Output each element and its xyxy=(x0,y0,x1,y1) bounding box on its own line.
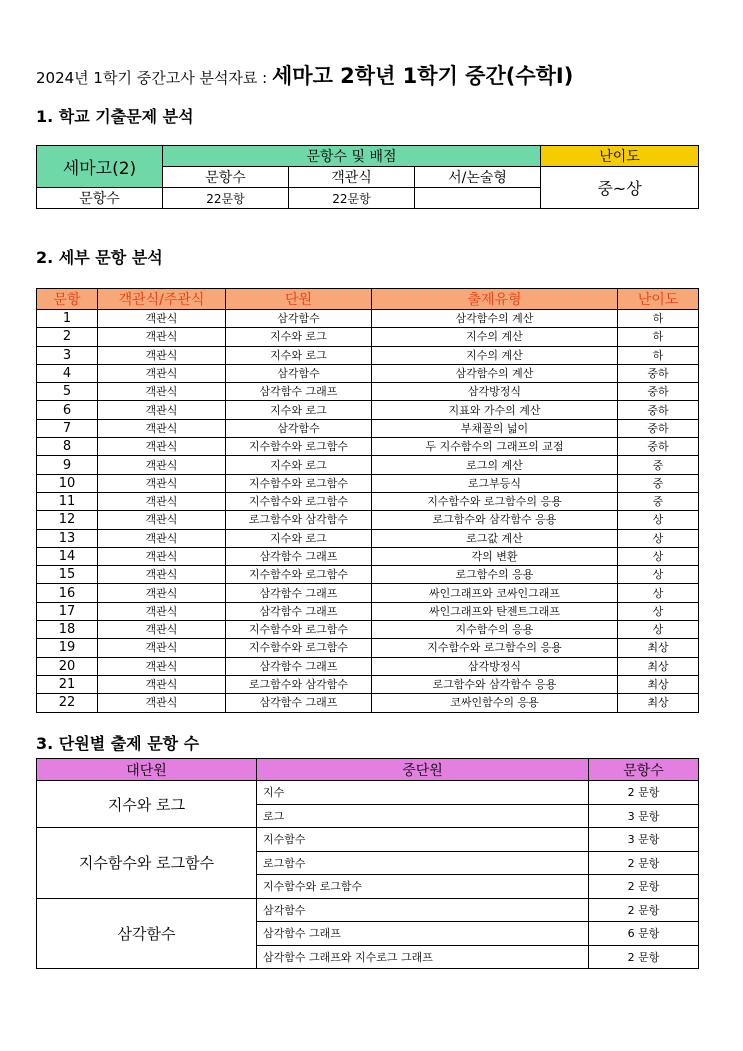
unit-mid: 삼각함수 그래프와 지수로그 그래프 xyxy=(257,945,589,969)
question-type: 객관식 xyxy=(98,529,226,547)
question-type: 객관식 xyxy=(98,621,226,639)
question-difficulty: 상 xyxy=(618,529,699,547)
summary-col-count: 문항수 xyxy=(163,167,289,188)
unit-count: 2 문항 xyxy=(589,875,699,899)
unit-count: 2 문항 xyxy=(589,898,699,922)
detail-row xyxy=(37,547,699,565)
question-difficulty: 상 xyxy=(618,511,699,529)
question-topic: 지수함수와 로그함수의 응용 xyxy=(372,492,618,510)
question-unit: 로그함수와 삼각함수 xyxy=(226,511,372,529)
question-topic: 로그값 계산 xyxy=(372,529,618,547)
summary-difficulty-header: 난이도 xyxy=(541,146,699,167)
question-unit: 삼각함수 xyxy=(226,419,372,437)
question-type: 객관식 xyxy=(98,547,226,565)
question-number: 10 xyxy=(37,474,98,492)
detail-row xyxy=(37,364,699,382)
question-topic: 지수함수와 로그함수의 응용 xyxy=(372,639,618,657)
summary-group-header: 문항수 및 배점 xyxy=(163,146,541,167)
question-difficulty: 하 xyxy=(618,346,699,364)
question-topic: 삼각함수의 계산 xyxy=(372,310,618,328)
question-number: 4 xyxy=(37,364,98,382)
question-topic: 각의 변환 xyxy=(372,547,618,565)
detail-row xyxy=(37,639,699,657)
question-unit: 삼각함수 그래프 xyxy=(226,584,372,602)
question-difficulty: 최상 xyxy=(618,694,699,712)
question-unit: 지수와 로그 xyxy=(226,529,372,547)
question-number: 2 xyxy=(37,328,98,346)
question-difficulty: 상 xyxy=(618,547,699,565)
question-difficulty: 중하 xyxy=(618,401,699,419)
question-difficulty: 하 xyxy=(618,310,699,328)
unit-count: 2 문항 xyxy=(589,781,699,805)
question-type: 객관식 xyxy=(98,383,226,401)
question-type: 객관식 xyxy=(98,456,226,474)
question-unit: 삼각함수 그래프 xyxy=(226,694,372,712)
detail-row xyxy=(37,584,699,602)
question-topic: 삼각방정식 xyxy=(372,383,618,401)
question-type: 객관식 xyxy=(98,566,226,584)
detail-row xyxy=(37,456,699,474)
detail-row xyxy=(37,474,699,492)
unit-count: 2 문항 xyxy=(589,851,699,875)
question-difficulty: 중 xyxy=(618,474,699,492)
question-unit: 삼각함수 그래프 xyxy=(226,547,372,565)
unit-count: 2 문항 xyxy=(589,945,699,969)
question-difficulty: 중하 xyxy=(618,419,699,437)
question-type: 객관식 xyxy=(98,328,226,346)
unit-mid: 지수함수와 로그함수 xyxy=(257,875,589,899)
page-title xyxy=(36,60,573,90)
detail-row xyxy=(37,675,699,693)
question-type: 객관식 xyxy=(98,346,226,364)
question-topic: 지수의 계산 xyxy=(372,328,618,346)
summary-col-mc: 객관식 xyxy=(289,167,415,188)
question-difficulty: 상 xyxy=(618,566,699,584)
question-topic: 두 지수함수의 그래프의 교점 xyxy=(372,438,618,456)
question-difficulty: 중하 xyxy=(618,383,699,401)
question-type: 객관식 xyxy=(98,584,226,602)
detail-header-cell: 객관식/주관식 xyxy=(98,289,226,310)
question-unit: 삼각함수 그래프 xyxy=(226,602,372,620)
question-difficulty: 중 xyxy=(618,492,699,510)
question-unit: 삼각함수 그래프 xyxy=(226,383,372,401)
summary-col-essay: 서/논술형 xyxy=(415,167,541,188)
detail-row xyxy=(37,328,699,346)
question-unit: 지수함수와 로그함수 xyxy=(226,621,372,639)
detail-row xyxy=(37,602,699,620)
question-topic: 싸인그래프와 탄젠트그래프 xyxy=(372,602,618,620)
summary-table xyxy=(36,145,699,209)
question-difficulty: 상 xyxy=(618,584,699,602)
summary-difficulty-value: 중~상 xyxy=(541,167,699,209)
detail-row xyxy=(37,694,699,712)
unit-mid: 삼각함수 그래프 xyxy=(257,922,589,946)
question-number: 11 xyxy=(37,492,98,510)
question-difficulty: 상 xyxy=(618,621,699,639)
question-topic: 부채꼴의 넓이 xyxy=(372,419,618,437)
unit-count: 3 문항 xyxy=(589,804,699,828)
question-topic: 로그함수의 응용 xyxy=(372,566,618,584)
question-difficulty: 하 xyxy=(618,328,699,346)
question-type: 객관식 xyxy=(98,401,226,419)
unit-row xyxy=(37,828,699,852)
question-unit: 지수와 로그 xyxy=(226,401,372,419)
unit-mid: 삼각함수 xyxy=(257,898,589,922)
unit-header-cell: 중단원 xyxy=(257,759,589,781)
question-difficulty: 최상 xyxy=(618,657,699,675)
detail-header-row xyxy=(37,289,699,310)
summary-mc-value: 22문항 xyxy=(289,188,415,209)
detail-header-cell: 단원 xyxy=(226,289,372,310)
question-difficulty: 최상 xyxy=(618,639,699,657)
question-type: 객관식 xyxy=(98,602,226,620)
detail-row xyxy=(37,657,699,675)
summary-count-value: 22문항 xyxy=(163,188,289,209)
unit-major: 지수와 로그 xyxy=(37,781,257,828)
question-number: 22 xyxy=(37,694,98,712)
question-number: 1 xyxy=(37,310,98,328)
detail-header-cell: 출제유형 xyxy=(372,289,618,310)
question-difficulty: 중하 xyxy=(618,438,699,456)
question-number: 20 xyxy=(37,657,98,675)
question-number: 21 xyxy=(37,675,98,693)
question-number: 15 xyxy=(37,566,98,584)
question-unit: 지수함수와 로그함수 xyxy=(226,474,372,492)
detail-row xyxy=(37,529,699,547)
unit-mid: 로그 xyxy=(257,804,589,828)
question-difficulty: 중 xyxy=(618,456,699,474)
unit-header-cell: 문항수 xyxy=(589,759,699,781)
question-topic: 삼각방정식 xyxy=(372,657,618,675)
section-1-heading: 1. 학교 기출문제 분석 xyxy=(36,107,194,126)
question-difficulty: 상 xyxy=(618,602,699,620)
question-topic: 로그함수와 삼각함수 응용 xyxy=(372,511,618,529)
question-type: 객관식 xyxy=(98,675,226,693)
question-type: 객관식 xyxy=(98,657,226,675)
detail-row xyxy=(37,401,699,419)
unit-count: 3 문항 xyxy=(589,828,699,852)
question-topic: 지표와 가수의 계산 xyxy=(372,401,618,419)
question-type: 객관식 xyxy=(98,438,226,456)
question-topic: 로그부등식 xyxy=(372,474,618,492)
detail-row xyxy=(37,310,699,328)
question-number: 9 xyxy=(37,456,98,474)
question-unit: 삼각함수 그래프 xyxy=(226,657,372,675)
unit-table xyxy=(36,758,699,969)
question-topic: 코싸인함수의 응용 xyxy=(372,694,618,712)
question-difficulty: 중하 xyxy=(618,364,699,382)
unit-mid: 로그함수 xyxy=(257,851,589,875)
question-unit: 지수함수와 로그함수 xyxy=(226,492,372,510)
question-topic: 지수함수의 응용 xyxy=(372,621,618,639)
question-unit: 지수함수와 로그함수 xyxy=(226,639,372,657)
unit-header-row xyxy=(37,759,699,781)
detail-row xyxy=(37,566,699,584)
question-unit: 지수함수와 로그함수 xyxy=(226,438,372,456)
question-unit: 삼각함수 xyxy=(226,310,372,328)
detail-row xyxy=(37,438,699,456)
question-topic: 삼각함수의 계산 xyxy=(372,364,618,382)
question-topic: 지수의 계산 xyxy=(372,346,618,364)
question-number: 12 xyxy=(37,511,98,529)
unit-row xyxy=(37,898,699,922)
question-number: 3 xyxy=(37,346,98,364)
question-topic: 로그의 계산 xyxy=(372,456,618,474)
question-number: 18 xyxy=(37,621,98,639)
summary-school: 세마고(2) xyxy=(37,146,163,188)
title-main: 세마고 2학년 1학기 중간(수학Ⅰ) xyxy=(272,64,574,88)
question-type: 객관식 xyxy=(98,419,226,437)
unit-mid: 지수 xyxy=(257,781,589,805)
section-3-heading: 3. 단원별 출제 문항 수 xyxy=(36,734,200,753)
question-number: 6 xyxy=(37,401,98,419)
question-type: 객관식 xyxy=(98,694,226,712)
detail-row xyxy=(37,419,699,437)
detail-row xyxy=(37,383,699,401)
question-number: 13 xyxy=(37,529,98,547)
question-unit: 삼각함수 xyxy=(226,364,372,382)
question-type: 객관식 xyxy=(98,639,226,657)
question-unit: 로그함수와 삼각함수 xyxy=(226,675,372,693)
question-number: 16 xyxy=(37,584,98,602)
section-2-heading: 2. 세부 문항 분석 xyxy=(36,248,163,267)
question-type: 객관식 xyxy=(98,474,226,492)
detail-row xyxy=(37,621,699,639)
detail-row xyxy=(37,346,699,364)
question-topic: 싸인그래프와 코싸인그래프 xyxy=(372,584,618,602)
unit-count: 6 문항 xyxy=(589,922,699,946)
question-unit: 지수함수와 로그함수 xyxy=(226,566,372,584)
question-number: 19 xyxy=(37,639,98,657)
summary-essay-value xyxy=(415,188,541,209)
question-type: 객관식 xyxy=(98,511,226,529)
unit-header-cell: 대단원 xyxy=(37,759,257,781)
question-number: 5 xyxy=(37,383,98,401)
detail-row xyxy=(37,492,699,510)
summary-row-label: 문항수 xyxy=(37,188,163,209)
unit-row xyxy=(37,781,699,805)
question-type: 객관식 xyxy=(98,492,226,510)
question-unit: 지수와 로그 xyxy=(226,346,372,364)
question-difficulty: 최상 xyxy=(618,675,699,693)
question-type: 객관식 xyxy=(98,364,226,382)
question-number: 8 xyxy=(37,438,98,456)
detail-header-cell: 문항 xyxy=(37,289,98,310)
question-topic: 로그함수와 삼각함수 응용 xyxy=(372,675,618,693)
unit-major: 삼각함수 xyxy=(37,898,257,969)
detail-row xyxy=(37,511,699,529)
question-number: 17 xyxy=(37,602,98,620)
unit-major: 지수함수와 로그함수 xyxy=(37,828,257,899)
detail-header-cell: 난이도 xyxy=(618,289,699,310)
title-prefix: 2024년 1학기 중간고사 분석자료 : xyxy=(36,69,273,87)
unit-mid: 지수함수 xyxy=(257,828,589,852)
question-number: 14 xyxy=(37,547,98,565)
question-unit: 지수와 로그 xyxy=(226,328,372,346)
question-number: 7 xyxy=(37,419,98,437)
detail-table xyxy=(36,288,699,713)
question-unit: 지수와 로그 xyxy=(226,456,372,474)
question-type: 객관식 xyxy=(98,310,226,328)
